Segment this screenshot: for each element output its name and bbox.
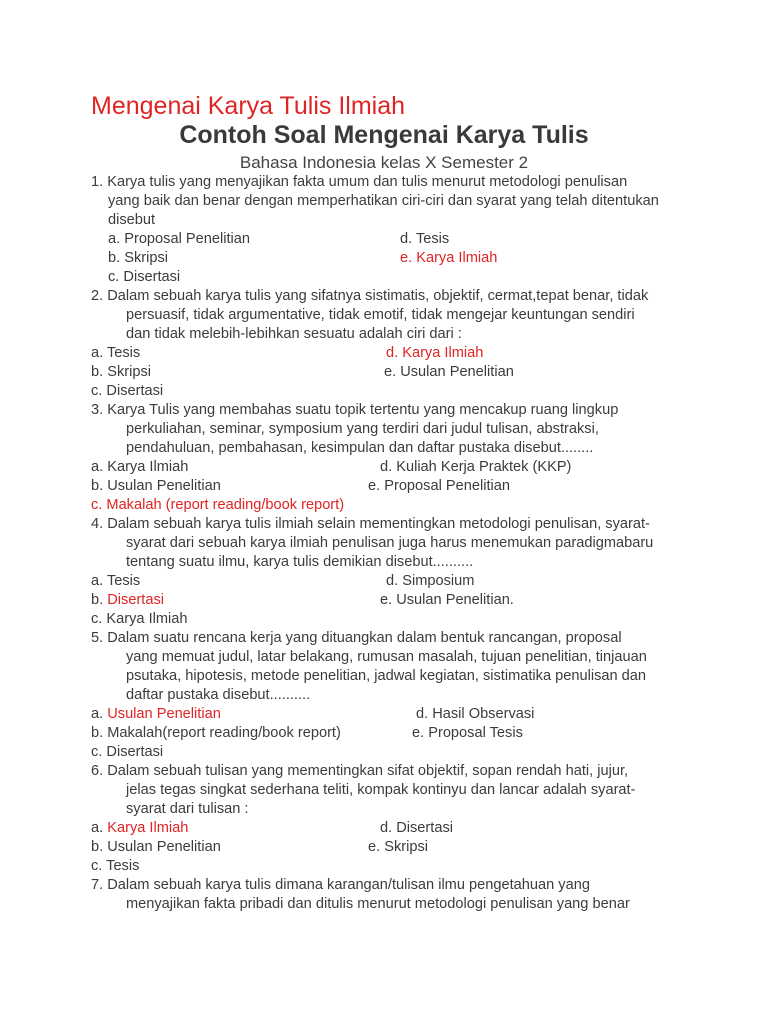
question-5-line-2: yang memuat judul, latar belakang, rumusan masalah, tujuan penelitian, tinjauan: [126, 649, 647, 665]
question-2-option-d-answer: d. Karya Ilmiah: [386, 345, 484, 361]
option-letter: b.: [91, 592, 108, 608]
answer-text: Karya Ilmiah: [107, 820, 189, 836]
question-5-option-a-answer: [91, 705, 221, 724]
question-1-option-e-answer: e. Karya Ilmiah: [400, 250, 498, 266]
question-1-line-2: yang baik dan benar dengan memperhatikan ciri-ciri dan syarat yang telah ditentukan: [108, 193, 659, 209]
question-4-option-b-answer: [91, 591, 164, 610]
question-2-option-a: a. Tesis: [91, 345, 141, 361]
question-3-option-c-answer: c. Makalah (report reading/book report): [91, 497, 345, 513]
option-letter: a.: [91, 706, 108, 722]
question-1-option-c: c. Disertasi: [108, 269, 181, 285]
document-subtitle: Contoh Soal Mengenai Karya Tulis: [179, 121, 589, 149]
question-6-line-2: jelas tegas singkat sederhana teliti, kompak kontinyu dan lancar adalah syarat-: [126, 782, 636, 798]
question-5-line-4: daftar pustaka disebut..........: [126, 687, 311, 703]
question-2-line-1: 2. Dalam sebuah karya tulis yang sifatnya sistimatis, objektif, cermat,tepat benar, tidak: [91, 288, 649, 304]
question-5-option-c: c. Disertasi: [91, 744, 164, 760]
question-4-option-d: d. Simposium: [386, 573, 475, 589]
question-2-line-3: dan tidak melebih-lebihkan sesuatu adalah ciri dari :: [126, 326, 462, 342]
question-6-option-b: b. Usulan Penelitian: [91, 839, 221, 855]
question-4-option-e: e. Usulan Penelitian.: [380, 592, 514, 608]
question-2-option-e: e. Usulan Penelitian: [384, 364, 514, 380]
question-6-option-a-answer: [91, 819, 188, 838]
question-6-line-1: 6. Dalam sebuah tulisan yang mementingkan sifat objektif, sopan rendah hati, jujur,: [91, 763, 629, 779]
question-7-line-1: 7. Dalam sebuah karya tulis dimana karangan/tulisan ilmu pengetahuan yang: [91, 877, 590, 893]
question-1-option-a: a. Proposal Penelitian: [108, 231, 250, 247]
question-1-line-1: 1. Karya tulis yang menyajikan fakta umum dan tulis menurut metodologi penulisan: [91, 174, 628, 190]
question-5-line-3: psutaka, hipotesis, metode penelitian, jadwal kegiatan, sistimatika penulisan dan: [126, 668, 647, 684]
question-6-line-3: syarat dari tulisan :: [126, 801, 249, 817]
document-subsubtitle: Bahasa Indonesia kelas X Semester 2: [239, 153, 529, 172]
question-7-line-2: menyajikan fakta pribadi dan ditulis menurut metodologi penulisan yang benar: [126, 896, 630, 912]
question-5-option-e: e. Proposal Tesis: [412, 725, 523, 741]
question-1-line-3: disebut: [108, 212, 156, 228]
question-5-option-b: b. Makalah(report reading/book report): [91, 725, 341, 741]
document-title: Mengenai Karya Tulis Ilmiah: [91, 92, 406, 120]
question-4-line-2: syarat dari sebuah karya ilmiah penulisan juga harus menemukan paradigmabaru: [126, 535, 654, 551]
question-1-option-d: d. Tesis: [400, 231, 450, 247]
question-5-option-d: d. Hasil Observasi: [416, 706, 535, 722]
question-6-option-c: c. Tesis: [91, 858, 140, 874]
question-6-option-e: e. Skripsi: [368, 839, 429, 855]
question-3-option-b: b. Usulan Penelitian: [91, 478, 221, 494]
question-2-option-c: c. Disertasi: [91, 383, 164, 399]
question-4-line-3: tentang suatu ilmu, karya tulis demikian disebut..........: [126, 554, 474, 570]
answer-text: Usulan Penelitian: [107, 706, 221, 722]
question-2-option-b: b. Skripsi: [91, 364, 152, 380]
question-3-option-e: e. Proposal Penelitian: [368, 478, 510, 494]
answer-text: Disertasi: [107, 592, 164, 608]
question-4-option-c: c. Karya Ilmiah: [91, 611, 188, 627]
question-3-line-3: pendahuluan, pembahasan, kesimpulan dan daftar pustaka disebut........: [126, 440, 594, 456]
question-2-line-2: persuasif, tidak argumentative, tidak emotif, tidak mengejar keuntungan sendiri: [126, 307, 635, 323]
question-4-option-a: a. Tesis: [91, 573, 141, 589]
option-letter: a.: [91, 820, 108, 836]
question-3-line-2: perkuliahan, seminar, symposium yang terdiri dari judul tulisan, abstraksi,: [126, 421, 599, 437]
question-3-option-a: a. Karya Ilmiah: [91, 459, 189, 475]
question-4-line-1: 4. Dalam sebuah karya tulis ilmiah selain mementingkan metodologi penulisan, syarat-: [91, 516, 650, 532]
question-3-line-1: 3. Karya Tulis yang membahas suatu topik tertentu yang mencakup ruang lingkup: [91, 402, 619, 418]
question-5-line-1: 5. Dalam suatu rencana kerja yang dituangkan dalam bentuk rancangan, proposal: [91, 630, 622, 646]
question-3-option-d: d. Kuliah Kerja Praktek (KKP): [380, 459, 572, 475]
question-1-option-b: b. Skripsi: [108, 250, 169, 266]
question-6-option-d: d. Disertasi: [380, 820, 453, 836]
